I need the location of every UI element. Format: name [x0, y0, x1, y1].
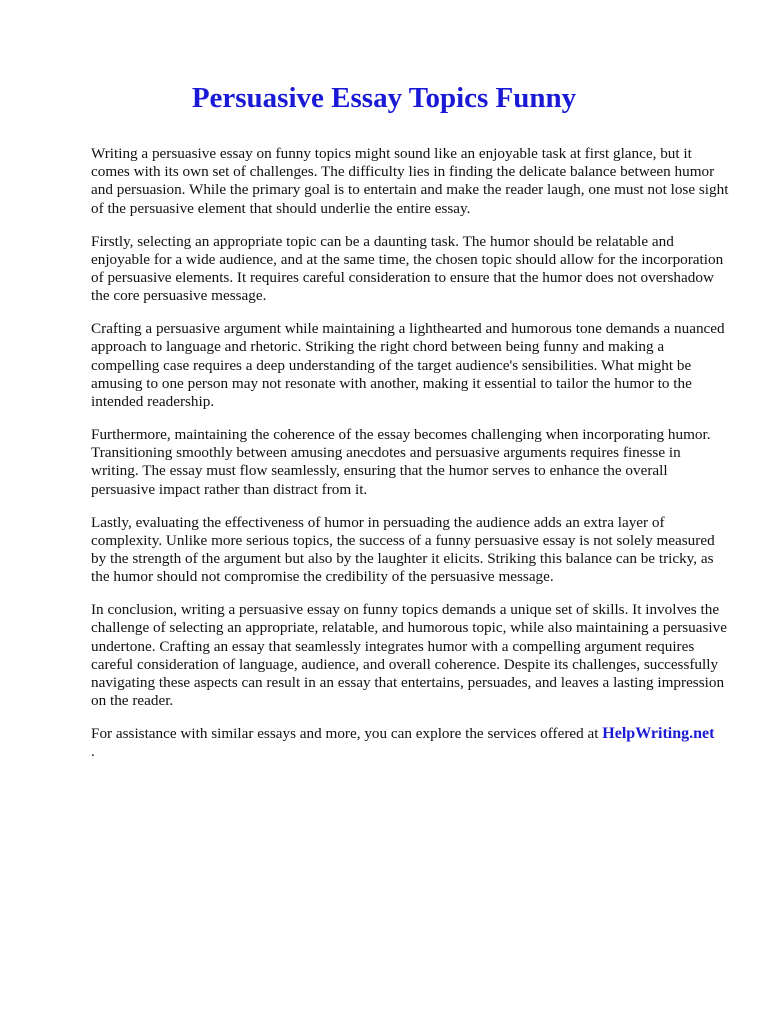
closing-trailing-period: .: [91, 743, 95, 761]
helpwriting-link[interactable]: HelpWriting.net: [602, 725, 715, 743]
closing-text: For assistance with similar essays and more, you can explore the services offered at: [91, 725, 603, 743]
paragraph-1: Writing a persuasive essay on funny topics might sound like an enjoyable task at first glance, but it comes with its own set of challenges. The difficulty lies in finding the delicate balance between humor and persuasion. While the primary goal is to entertain and make the reader laugh, one must not lose sight of the persuasive element that should underlie the entire essay.: [91, 145, 729, 217]
essay-body: [91, 145, 731, 776]
paragraph-5: Lastly, evaluating the effectiveness of humor in persuading the audience adds an extra layer of complexity. Unlike more serious topics, the success of a funny persuasive essay is not solely measured by the strength of the argument but also by the laughter it elicits. Striking this balance can be tricky, as the humor should not compromise the credibility of the persuasive message.: [91, 513, 715, 586]
paragraph-4: Furthermore, maintaining the coherence of the essay becomes challenging when incorporating humor. Transitioning smoothly between amusing anecdotes and persuasive arguments requires finesse in writing. The essay must flow seamlessly, ensuring that the humor serves to enhance the overall persuasive impact rather than distract from it.: [91, 426, 711, 498]
paragraph-2: Firstly, selecting an appropriate topic can be a daunting task. The humor should be relatable and enjoyable for a wide audience, and at the same time, the chosen topic should allow for the incorporation of persuasive elements. It requires careful consideration to ensure that the humor does not overshadow the core persuasive message.: [91, 232, 724, 305]
paragraph-6: In conclusion, writing a persuasive essay on funny topics demands a unique set of skills. It involves the challenge of selecting an appropriate, relatable, and humorous topic, while also maintaining a persuasive undertone. Crafting an essay that seamlessly integrates humor with a compelling argument requires careful consideration of language, audience, and overall coherence. Despite its challenges, successfully navigating these aspects can result in an essay that entertains, persuades, and leaves a lasting impression on the reader.: [91, 601, 727, 710]
page-title: Persuasive Essay Topics Funny: [191, 82, 577, 114]
closing-paragraph: [91, 725, 731, 761]
paragraph-3: Crafting a persuasive argument while maintaining a lighthearted and humorous tone demands a nuanced approach to language and rhetoric. Striking the right chord between being funny and making a compelling case requires a deep understanding of the target audience's sensibilities. What might be amusing to one person may not resonate with another, making it essential to tailor the humor to the intended readership.: [91, 320, 725, 411]
